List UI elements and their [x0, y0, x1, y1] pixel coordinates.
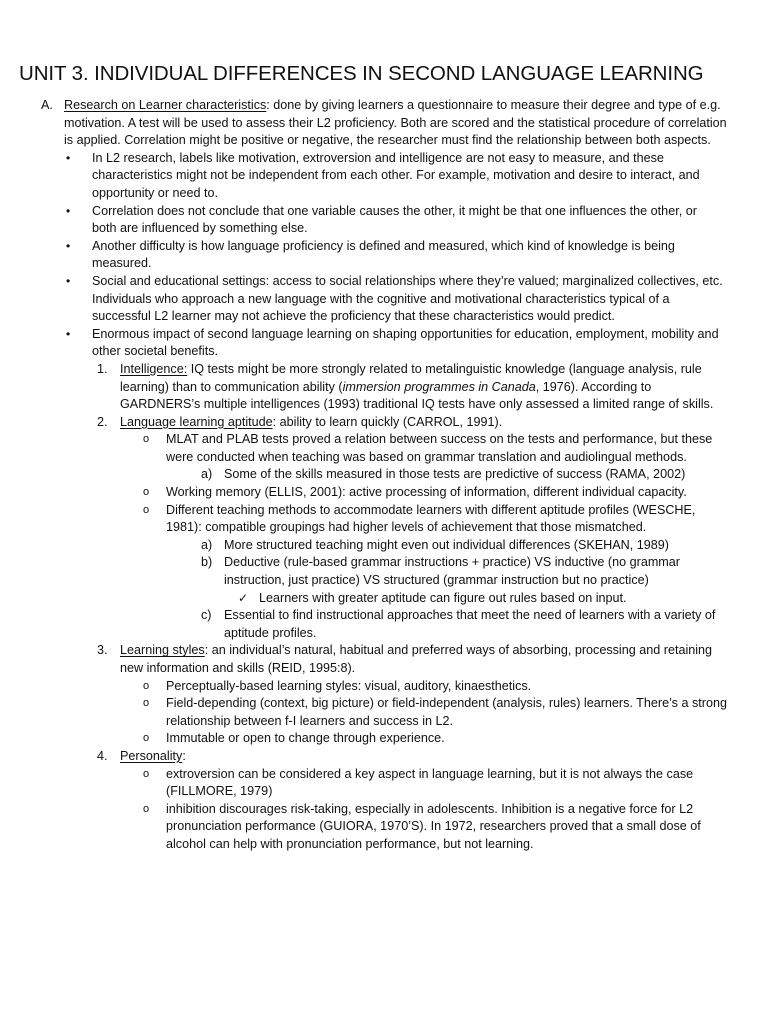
bullet-icon: •	[66, 150, 71, 165]
numbered-item-personality	[0, 748, 768, 766]
sub-item-text: MLAT and PLAB tests proved a relation between success on the tests and performance, but these were conducted when teaching was based on grammar translation and audiolingual methods.	[166, 432, 713, 464]
letter-marker: b)	[201, 555, 213, 570]
sub-item-text: inhibition discourages risk-taking, especially in adolescents. Inhibition is a negative force for L2 pronunciation performance (GUIORA, 1970’S). In 1972, researchers proved that a small dose of alcohol can help with pronunciation performance, but not learning.	[166, 801, 701, 851]
circle-bullet-icon: o	[143, 697, 150, 710]
bullet-item	[0, 150, 768, 203]
lettered-item-text: Essential to find instructional approaches that meet the need of learners with a variety of aptitude profiles.	[224, 608, 716, 640]
bullet-text: In L2 research, labels like motivation, extroversion and intelligence are not easy to measure, and these characteristics might not be independent from each other. For example, motivation and desire to interact, and opportunity or need to.	[92, 150, 700, 200]
lettered-item	[0, 466, 768, 484]
lettered-item-text: More structured teaching might even out individual differences (SKEHAN, 1989)	[224, 537, 669, 552]
personality-text: :	[182, 748, 186, 763]
document-body	[0, 97, 768, 854]
sub-item-text: Immutable or open to change through experience.	[166, 731, 445, 746]
intelligence-text-2: , 1976). According to GARDNERS’s multiple intelligences (1993) traditional IQ tests have only assessed a limited range of skills.	[120, 379, 714, 412]
numbered-item-intelligence	[0, 361, 768, 414]
bullet-icon: •	[66, 326, 71, 341]
numbered-marker: 3.	[97, 643, 108, 658]
sub-item	[0, 730, 768, 748]
letter-marker: a)	[201, 467, 213, 482]
lettered-item-text: Deductive (rule-based grammar instructions + practice) VS inductive (no grammar instruction, just practice) VS structured (grammar instruction but no practice)	[224, 555, 681, 588]
sub-item-text: Field-depending (context, big picture) or field-independent (analysis, rules) learners. There’s a strong relationship between f-I learners and success in L2.	[166, 696, 727, 728]
sub-item	[0, 484, 768, 502]
sub-item-text: Different teaching methods to accommodate learners with different aptitude profiles (WESCHE, 1981): compatible groupings had higher levels of achievement that those mismatched.	[166, 502, 696, 535]
aptitude-text: : ability to learn quickly (CARROL, 1991).	[272, 414, 503, 429]
bullet-item	[0, 326, 768, 361]
bullet-text: Another difficulty is how language proficiency is defined and measured, which kind of knowledge is being measured.	[92, 238, 675, 271]
circle-bullet-icon: o	[143, 433, 150, 446]
numbered-item-aptitude	[0, 414, 768, 432]
check-item	[0, 590, 768, 608]
circle-bullet-icon: o	[143, 486, 150, 499]
intelligence-italic: immersion programmes in Canada	[342, 379, 536, 394]
bullet-item	[0, 203, 768, 238]
bullet-icon: •	[66, 273, 71, 288]
section-a-marker: A.	[41, 98, 53, 112]
check-item-text: Learners with greater aptitude can figure out rules based on input.	[259, 590, 627, 605]
letter-marker: a)	[201, 537, 213, 552]
bullet-item	[0, 238, 768, 273]
sub-item	[0, 695, 768, 730]
learning-styles-text: : an individual’s natural, habitual and preferred ways of absorbing, processing and retaining new information and skills (REID, 1995:8).	[120, 643, 713, 675]
intelligence-text-1: IQ tests might be more strongly related to metalinguistic knowledge (language analysis, rule learning) than to communication ability (	[120, 361, 702, 394]
circle-bullet-icon: o	[143, 732, 150, 745]
personality-heading: Personality	[120, 748, 183, 763]
sub-item	[0, 801, 768, 854]
bullet-text: Correlation does not conclude that one variable causes the other, it might be that one influences the other, or both are influenced by something else.	[92, 203, 697, 236]
sub-item-text: Perceptually-based learning styles: visual, auditory, kinaesthetics.	[166, 678, 532, 693]
learning-styles-heading: Learning styles	[120, 643, 205, 658]
numbered-marker: 1.	[97, 361, 108, 376]
page-title: UNIT 3. INDIVIDUAL DIFFERENCES IN SECOND LANGUAGE LEARNING	[19, 62, 704, 85]
lettered-item	[0, 607, 768, 642]
aptitude-heading: Language learning aptitude	[120, 414, 273, 429]
circle-bullet-icon: o	[143, 503, 150, 516]
bullet-icon: •	[66, 238, 71, 253]
lettered-item-text: Some of the skills measured in those tests are predictive of success (RAMA, 2002)	[224, 467, 686, 482]
circle-bullet-icon: o	[143, 767, 150, 780]
letter-marker: c)	[201, 608, 212, 623]
sub-item	[0, 502, 768, 537]
section-a	[0, 97, 768, 150]
intelligence-heading: Intelligence:	[120, 361, 188, 376]
bullet-item	[0, 273, 768, 326]
lettered-item	[0, 554, 768, 589]
sub-item-text: extroversion can be considered a key aspect in language learning, but it is not always the case (FILLMORE, 1979)	[166, 766, 694, 799]
sub-item	[0, 431, 768, 466]
bullet-text: Enormous impact of second language learning on shaping opportunities for education, employment, mobility and other societal benefits.	[92, 326, 719, 359]
section-a-text: : done by giving learners a questionnaire to measure their degree and type of e.g. motivation. A test will be used to assess their L2 proficiency. Both are scored and the statistical procedure of correlation is applied. Correlation might be positive or negative, the researcher must find the relationship between both aspects.	[64, 98, 727, 148]
bullet-icon: •	[66, 203, 71, 218]
sub-item-text: Working memory (ELLIS, 2001): active processing of information, different individual capacity.	[166, 485, 687, 500]
numbered-item-learning-styles	[0, 642, 768, 677]
numbered-marker: 4.	[97, 748, 108, 763]
circle-bullet-icon: o	[143, 802, 150, 815]
numbered-marker: 2.	[97, 414, 108, 429]
circle-bullet-icon: o	[143, 679, 150, 692]
section-a-heading: Research on Learner characteristics	[64, 98, 267, 112]
sub-item	[0, 678, 768, 696]
checkmark-icon: ✓	[238, 590, 249, 605]
sub-item	[0, 766, 768, 801]
bullet-text: Social and educational settings: access to social relationships where they’re valued; marginalized collectives, etc. Individuals who approach a new language with the cognitive and motivational characteristics typical of a successful L2 learner may not achieve the proficiency that these characteristics would predict.	[92, 273, 723, 324]
lettered-item	[0, 537, 768, 555]
